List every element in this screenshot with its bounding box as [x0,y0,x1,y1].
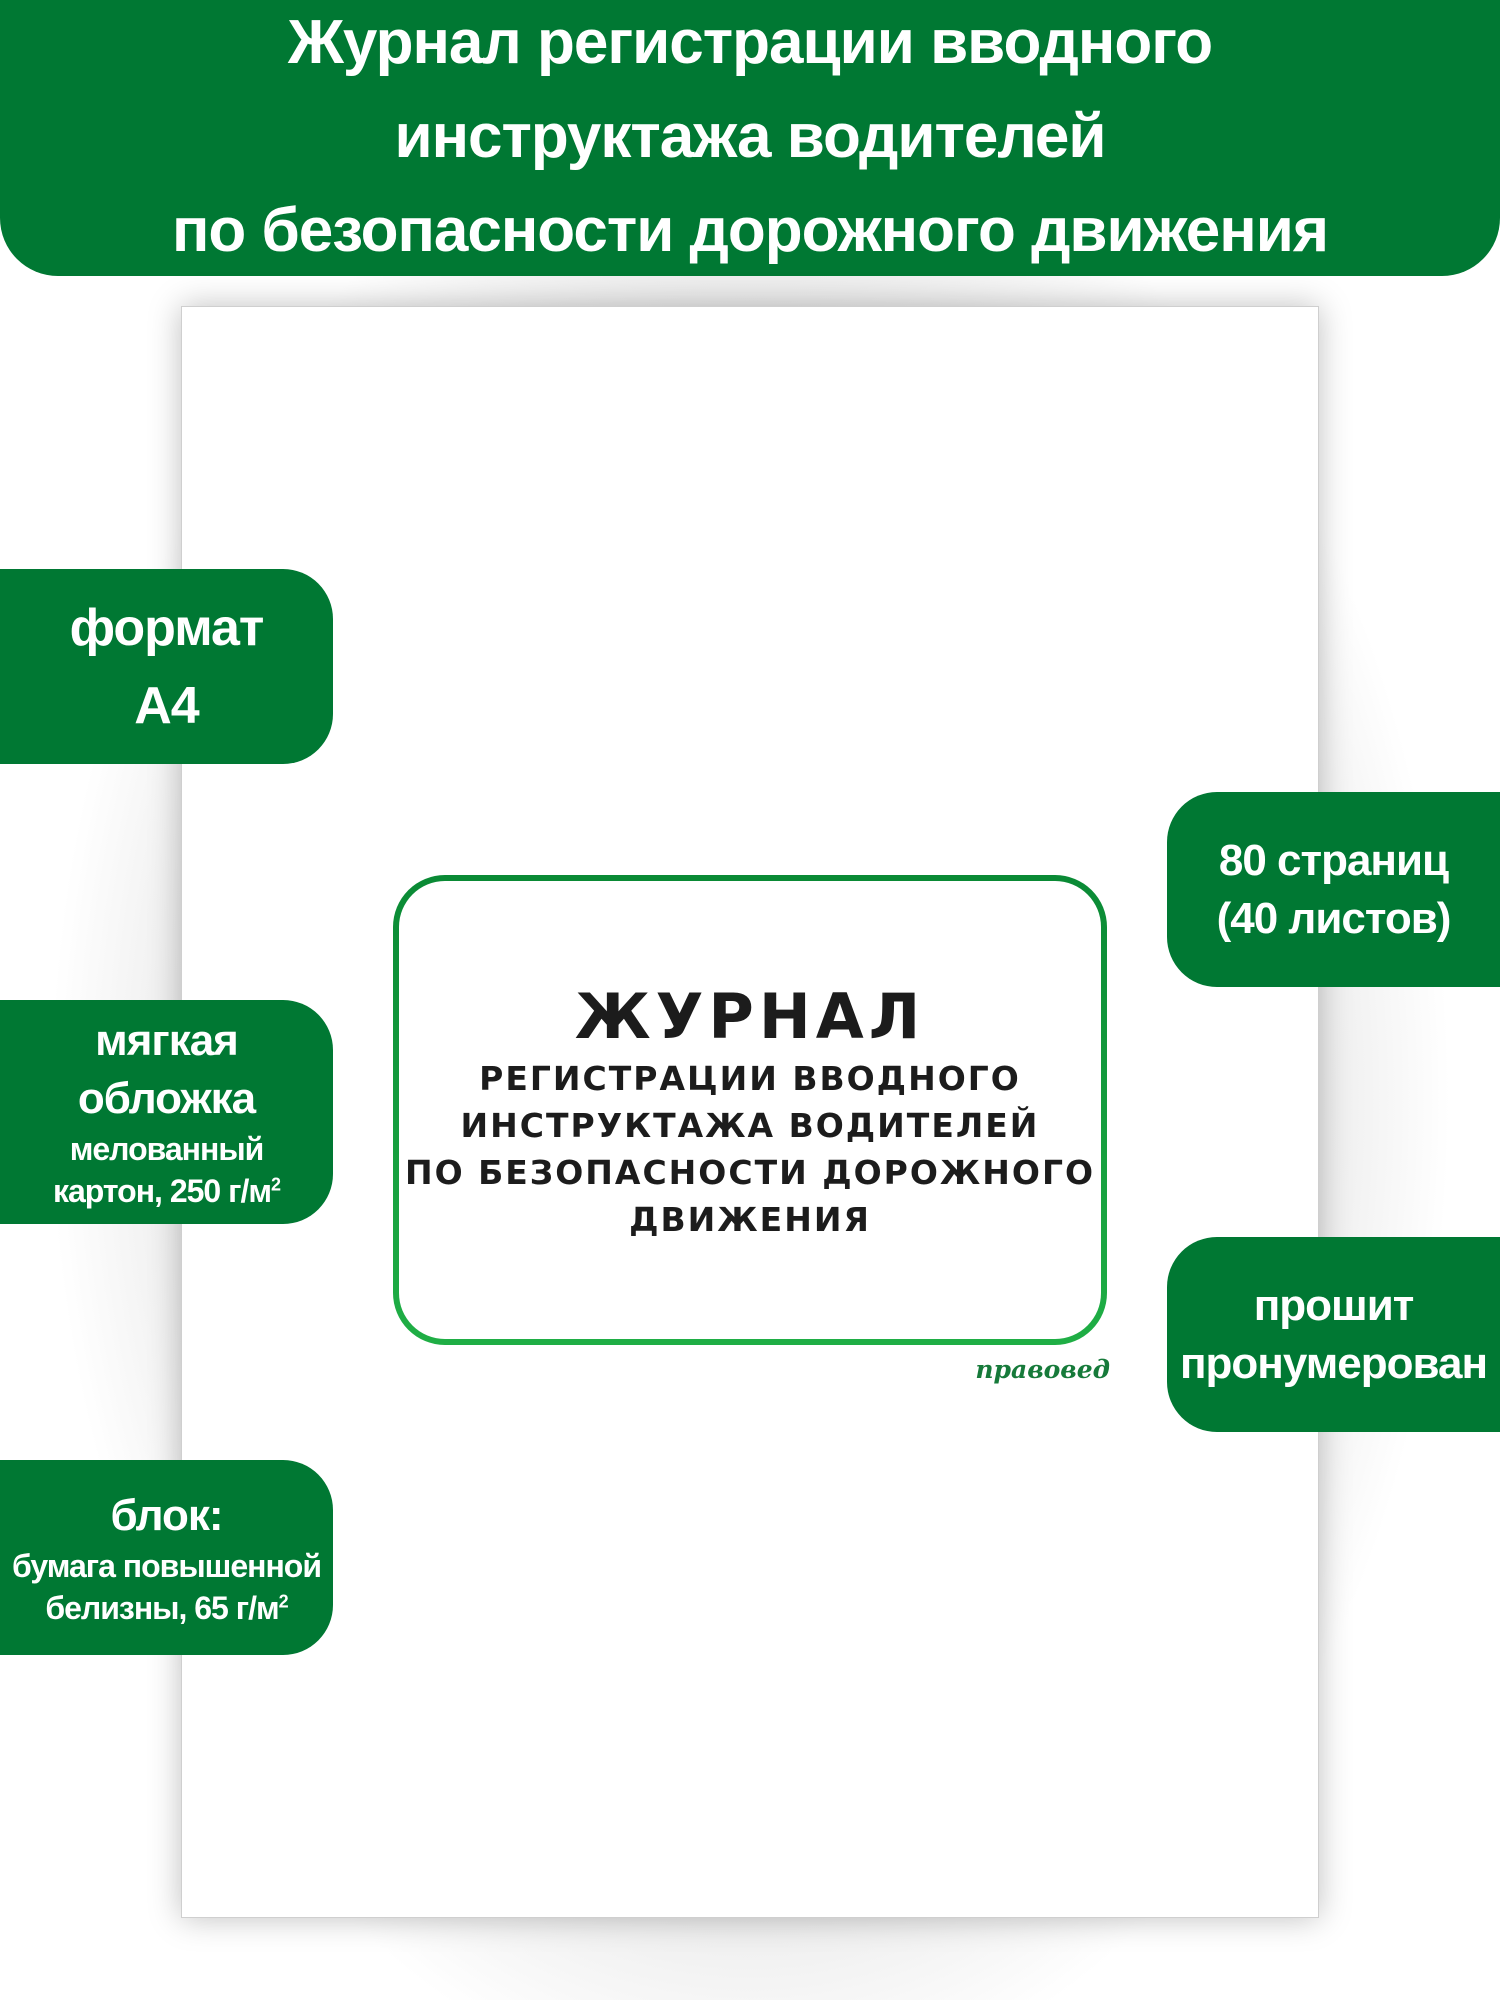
badge-block-line3-wrap [45,1587,287,1629]
badge-block-line2: бумага повышенной [12,1547,321,1584]
cover-title-box [399,881,1101,1339]
page-title: Журнал регистрации вводного инструктажа водителей по безопасности дорожного движения [171,8,1329,265]
badge-cover-line2: обложка [77,1074,256,1123]
badge-block-line1: блок: [110,1490,223,1540]
badge-format-value: А4 [134,676,199,735]
badge-format-label: формат [69,598,264,657]
cover-subtitle: РЕГИСТРАЦИИ ВВОДНОГО ИНСТРУКТАЖА ВОДИТЕЛЕЙ ПО БЕЗОПАСНОСТИ ДОРОЖНОГО ДВИЖЕНИЯ [404,1059,1096,1239]
badge-block-sup: 2 [278,1590,288,1611]
badge-pages-line2: (40 листов) [1216,893,1451,943]
badge-block-line3: белизны, 65 г/м [45,1589,279,1626]
badge-cover-line1: мягкая [95,1016,238,1065]
badge-sewn [1167,1237,1500,1432]
badge-cover-line3: мелованный [69,1131,264,1167]
badge-cover-line4-wrap [53,1170,280,1212]
publisher-logo: правовед [975,1355,1110,1384]
badge-block [0,1460,333,1655]
cover-title-frame [393,875,1107,1345]
badge-cover-line4: картон, 250 г/м [52,1173,271,1209]
badge-sewn-line2: пронумерован [1179,1338,1488,1388]
cover-title: ЖУРНАЛ [574,980,926,1053]
badge-cover-sup: 2 [271,1174,281,1195]
badge-pages-line1: 80 страниц [1218,835,1449,885]
badge-sewn-line1: прошит [1253,1280,1414,1330]
header-banner [0,0,1500,276]
badge-cover [0,1000,333,1224]
badge-pages [1167,792,1500,987]
badge-format [0,569,333,764]
